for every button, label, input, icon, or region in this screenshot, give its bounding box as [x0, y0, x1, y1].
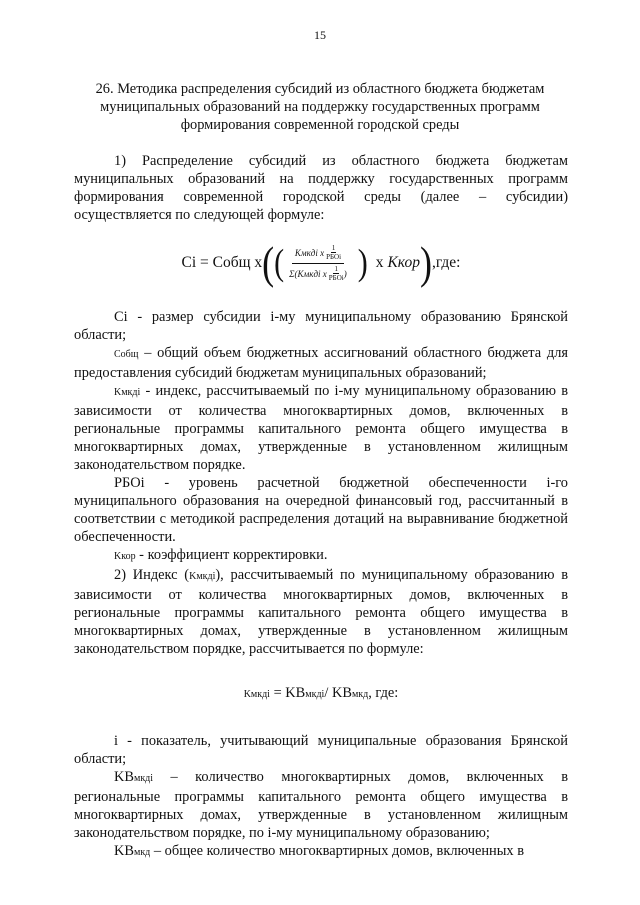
definition-ci: Ci - размер субсидии i-му муниципальному образованию Брянской области;	[74, 309, 568, 343]
document-body	[74, 152, 568, 862]
index-formula: Kмкдi = KВмкдi/ KВмкд, где:	[243, 685, 399, 701]
definition-rbo: PБOi - уровень расчетной бюджетной обеспеченности i-го муниципального образования на очередной финансовый год, рассчитанный в соответствии с методикой распределения дотаций на выравнивание бюджетной обеспеченности.	[74, 475, 568, 545]
definition-i: i - показатель, учитывающий муниципальные образования Брянской области;	[74, 733, 568, 767]
page-number: 15	[314, 28, 326, 42]
paragraph-1: 1) Распределение субсидий из областного бюджета бюджетам муниципальных образований на поддержку государственных программ формирования современной городской среды (далее – субсидии) осуществляется по следующей формуле:	[74, 153, 568, 223]
definition-cobsh: Cобщ – общий объем бюджетных ассигнований областного бюджета для предоставления субсидий бюджетам муниципальных образований;	[74, 345, 568, 381]
formula-lhs: Ci = Cобщ x	[181, 254, 263, 271]
paragraph-2: 2) Индекс (Kмкдi), рассчитываемый по муниципальному образованию в зависимости от количества многоквартирных домов, включенных в региональные программы капитального ремонта общего имущества в многоквартирных домах, утвержденные в установленном жилищным законодательством порядке, рассчитывается по формуле:	[74, 567, 568, 657]
definition-kkor: Kкор - коэффициент корректировки.	[114, 547, 328, 563]
definition-kmkd: Kмкдi - индекс, рассчитываемый по i-му муниципальному образованию в зависимости от количества многоквартирных домов, включенных в региональные программы капитального ремонта общего имущества в многоквартирных домах, утвержденные в установленном жилищным законодательством порядке.	[74, 383, 568, 473]
fraction-denominator: Σ(Kмкдi x 1 PБOi )	[289, 265, 347, 282]
fraction-numerator: Kмкдi x 1 PБOi	[292, 244, 344, 264]
definition-kv-i: KВмкдi – количество многоквартирных домов, включенных в региональные программы капитального ремонта общего имущества в многоквартирных домах, утвержденные в установленном жилищным законодательством порядке, по i-му муниципальному образованию;	[74, 769, 568, 841]
section-heading: 26. Методика распределения субсидий из областного бюджета бюджетам муниципальных образований на поддержку государственных программ формирования современной городской среды	[95, 81, 545, 133]
definition-kv-total: KВмкд – общее количество многоквартирных домов, включенных в	[114, 843, 525, 859]
formula-fraction	[286, 244, 350, 283]
subsidy-formula: Ci = Cобщ x ( ( Kмкдi x 1 PБOi Σ(Kмкдi x 1 PБOi ) ) x Kкор ) ,где:	[181, 238, 461, 288]
formula-kkor: Kкор	[387, 254, 420, 271]
